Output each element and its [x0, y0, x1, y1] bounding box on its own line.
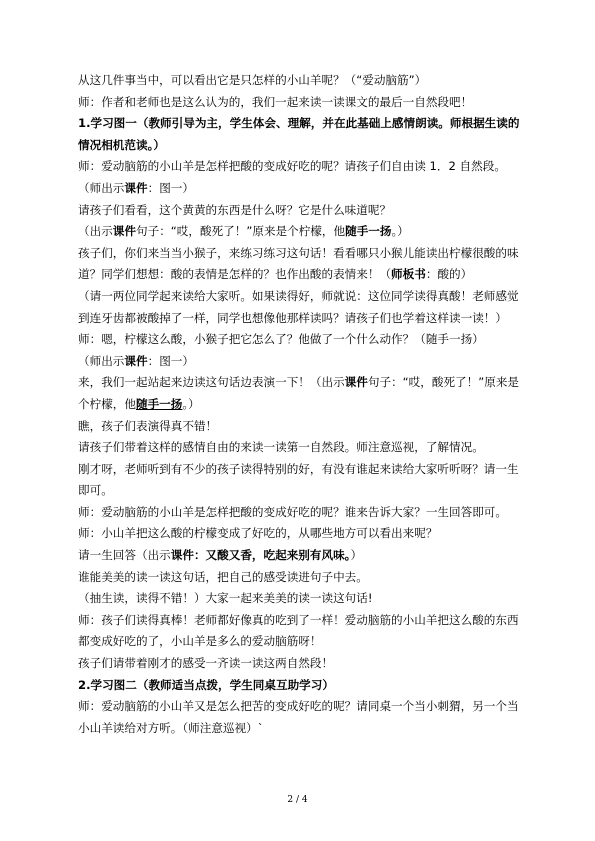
- document-body: [78, 70, 528, 739]
- text-run: ：图一）: [147, 353, 194, 368]
- keyword-courseware-sentence: 课件：又酸又香，吃起来别有风味。: [170, 548, 351, 563]
- text-run: （师出示: [78, 180, 125, 195]
- text-run: 来，我们一起站起来边读这句话边表演一下！（出示: [78, 375, 345, 390]
- para-read-beautifully: 谁能美美的读一读这句话，把自己的感受读进句子中去。: [78, 569, 368, 584]
- text-run: 句子：“哎，酸死了！”原来是个柠檬，他: [136, 224, 346, 239]
- para-volunteer-read: 刚才呀，老师听到有不少的孩子读得特别的好，有没有谁起来读给大家听听呀？请一生即可。: [78, 461, 519, 498]
- para-show-courseware-2: [78, 351, 528, 373]
- text-run: 。）: [182, 396, 200, 411]
- heading-study-picture-1: 1.学习图一（教师引导为主，学生体会、理解，并在此基础上感情朗读。师根据生读的情况相机范读。）: [78, 116, 520, 152]
- text-run: 请一生回答（出示: [78, 548, 171, 563]
- text-run: ）: [350, 548, 363, 563]
- keyword-courseware: 课件: [344, 375, 368, 390]
- para-well-done: 瞧，孩子们表演得真不错！: [78, 418, 218, 433]
- para-read-first-section: 请孩子们带着这样的感情自由的来读一读第一自然段。师注意巡视，了解情况。: [78, 440, 484, 455]
- para-bitter-to-tasty: 师：爱动脑筋的小山羊又是怎么把苦的变成好吃的呢？请同桌一个当小刺猬，另一个当小山羊读给对方听。（师注意巡视）`: [78, 699, 519, 735]
- keyword-toss-underlined: 随手一扬: [135, 396, 183, 411]
- para-praise: 师：孩子们读得真棒！老师都好像真的吃到了一样！爱动脑筋的小山羊把这么酸的东西都变成好吃的了，小山羊是多么的爱动脑筋呀！: [78, 612, 519, 649]
- para-invite-students: （请一两位同学起来读给大家听。如果读得好，师就说：这位同学读得真酸！老师感觉到连牙齿都被酸掉了一样，同学也想像他那样读吗？请孩子们也学着这样读一读！）: [78, 288, 519, 325]
- para-teacher-read-last: 师：作者和老师也是这么认为的，我们一起来读一读课文的最后一自然段吧！: [78, 94, 473, 109]
- keyword-courseware: 课件: [112, 224, 136, 239]
- para-intro-question: 从这几件事当中，可以看出它是只怎样的小山羊呢？（“爱动脑筋”）: [78, 73, 427, 87]
- text-run: 孩子们，你们来当当小猴子，来练习练习这句话！看看哪只小猴儿能读出柠檬很酸的味道？同学们想想：酸的表情是怎样的？也作出酸的表情来！（: [78, 245, 519, 282]
- keyword-courseware: 课件: [124, 353, 148, 368]
- text-run: （出示: [78, 224, 113, 239]
- para-where-see: 师：小山羊把这么酸的柠檬变成了好吃的，从哪些地方可以看出来呢？: [78, 526, 438, 541]
- para-read-two-sections: 孩子们请带着刚才的感受一齐读一读这两自然段！: [78, 656, 334, 671]
- para-lemon-action: 师：嗯，柠檬这么酸，小猴子把它怎么了？他做了一个什么动作？（随手一扬）: [78, 332, 484, 347]
- para-show-sentence-1: [78, 221, 528, 243]
- text-run: 。）: [391, 224, 409, 239]
- keyword-toss: 随手一扬: [345, 224, 392, 239]
- para-how-sour-to-tasty: 师：爱动脑筋的小山羊是怎样把酸的变成好吃的呢？请孩子们自由读 1．2 自然段。: [78, 159, 506, 174]
- text-run: （师出示: [78, 353, 125, 368]
- para-read-together: （抽生读，读得不错！）大家一起来美美的读一读这句话!: [78, 591, 373, 606]
- para-yellow-thing: 请孩子们看看，这个黄黄的东西是什么呀？它是什么味道呢？: [78, 202, 392, 217]
- text-run: ：酸的）: [425, 267, 473, 282]
- para-who-answers: 师：爱动脑筋的小山羊是怎样把酸的变成好吃的呢？谁来告诉大家？一生回答即可。: [78, 504, 507, 519]
- heading-study-picture-2: 2.学习图二（教师适当点拨，学生同桌互助学习）: [78, 677, 334, 692]
- keyword-courseware: 课件: [124, 180, 148, 195]
- para-act-out: [78, 372, 528, 415]
- para-show-courseware-1: [78, 178, 528, 200]
- para-show-sentence-2: [78, 545, 528, 567]
- para-monkey-practice: [78, 243, 528, 286]
- text-run: ：图一）: [147, 180, 194, 195]
- page-number: 2 / 4: [287, 795, 308, 805]
- text-run: 句子：“哎，酸死了！”原来是个柠檬，他: [78, 375, 520, 411]
- keyword-board: 师板书: [391, 267, 426, 282]
